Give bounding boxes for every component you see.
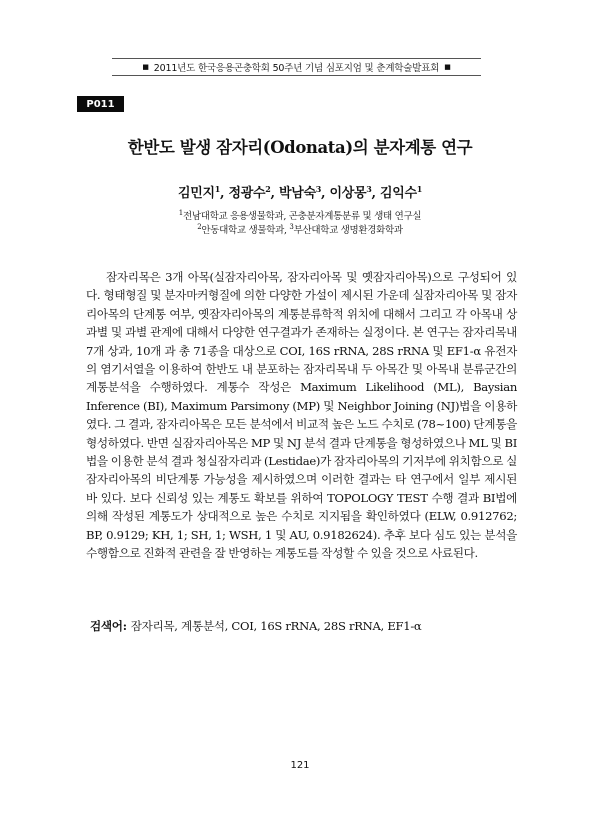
proceedings-header <box>112 58 481 76</box>
keywords-label: 검색어: <box>90 619 127 633</box>
author-name: 정광수 <box>228 186 266 201</box>
keywords-line <box>90 618 520 634</box>
affiliation-line <box>0 208 600 222</box>
affiliation-text: 부산대학교 생명환경화학과 <box>293 225 403 236</box>
author-affiliation-mark: 2 <box>265 184 271 194</box>
affiliation-text: 전남대학교 응용생물학과, 곤충분자계통분류 및 생태 연구실 <box>182 211 422 222</box>
author-affiliation-mark: 1 <box>214 184 220 194</box>
paper-title: 한반도 발생 잠자리(Odonata)의 분자계통 연구 <box>127 138 473 157</box>
affiliation-mark: 3 <box>289 223 294 231</box>
author-name: 박남숙 <box>278 186 316 201</box>
bullet-square-icon: ■ <box>444 63 451 71</box>
keywords-text: 잠자리목, 계통분석, COI, 16S rRNA, 28S rRNA, EF1-α <box>130 619 422 633</box>
page-number: 121 <box>290 760 310 771</box>
proceedings-header-text: 2011년도 한국응용곤충학회 50주년 기념 심포지엄 및 춘계학술발표회 <box>153 63 440 74</box>
author-name: 김익수 <box>380 186 417 201</box>
abstract-paragraph: 잠자리목은 3개 아목(실잠자리아목, 잠자리아목 및 옛잠자리아목)으로 구성되어 있다. 형태형질 및 분자마커형질에 의한 다양한 가설이 제시된 가운데 실잠자리아목 및 잠자리아목의 단계통 여부, 옛잠자리아목의 계통분류학적 위치에 대해서 그리고 각 아목내 상과별 및 과별 관계에 대해서 다양한 연구결과가 존재하는 실정이다. 본 연구는 잠자리목내 7개 상과, 10개 과 총 71종을 대상으로 COI, 16S rRNA, 28S rRNA 및 EF1-α 유전자의 염기서열을 이용하여 한반도 내 분포하는 잠자리목내 두 아목간 및 아목내 분류군간의 계통분석을 수행하였다. 계통수 작성은 Maximum Likelihood (ML), Baysian Inference (BI), Maximum Parsimony (MP) 및 Neighbor Joining (NJ)법을 이용하였다. 그 결과, 잠자리아목은 모든 분석에서 비교적 높은 노드 수치로 (78~100) 단계통을 형성하였다. 반면 실잠자리아목은 MP 및 NJ 분석 결과 단계통을 형성하였으나 ML 및 BI법을 이용한 분석 결과 청실잠자리과 (Lestidae)가 잠자리아목의 기저부에 위치함으로 실잠자리아목의 비단계통 가능성을 제시하였으며 이러한 결과는 타 연구에서 일부 제시된 바 있다. 보다 신뢰성 있는 계통도 확보를 위하여 TOPOLOGY TEST 수행 결과 BI법에 의해 작성된 계통도가 상대적으로 높은 수치로 지지됨을 확인하였다 (ELW, 0.912762; BP, 0.9129; KH, 1; SH, 1; WSH, 1 및 AU, 0.9182624). 추후 보다 심도 있는 분석을 수행함으로 진화적 관련을 잘 반영하는 계통도를 작성할 수 있을 것으로 사료된다. <box>86 270 517 561</box>
affiliation-line <box>0 222 600 236</box>
affiliation-mark: 2 <box>197 223 202 231</box>
affiliation-mark: 1 <box>178 209 183 217</box>
author-affiliation-mark: 3 <box>315 184 322 194</box>
author-list: 김민지$^1$, 정광수$^2$, 박남숙$^3$, 이상몽$^3$, 김익수$^1$ <box>177 184 423 201</box>
poster-id-badge: P011 <box>77 96 124 112</box>
author-affiliation-mark: 3 <box>366 184 372 194</box>
affiliation-text: 안동대학교 생물학과, <box>201 225 290 236</box>
author-name: 이상몽 <box>329 186 367 201</box>
author-affiliation-mark: 1 <box>416 184 423 194</box>
author-name: 김민지 <box>177 186 215 201</box>
bullet-square-icon: ■ <box>142 63 149 71</box>
abstract-body <box>86 268 517 563</box>
